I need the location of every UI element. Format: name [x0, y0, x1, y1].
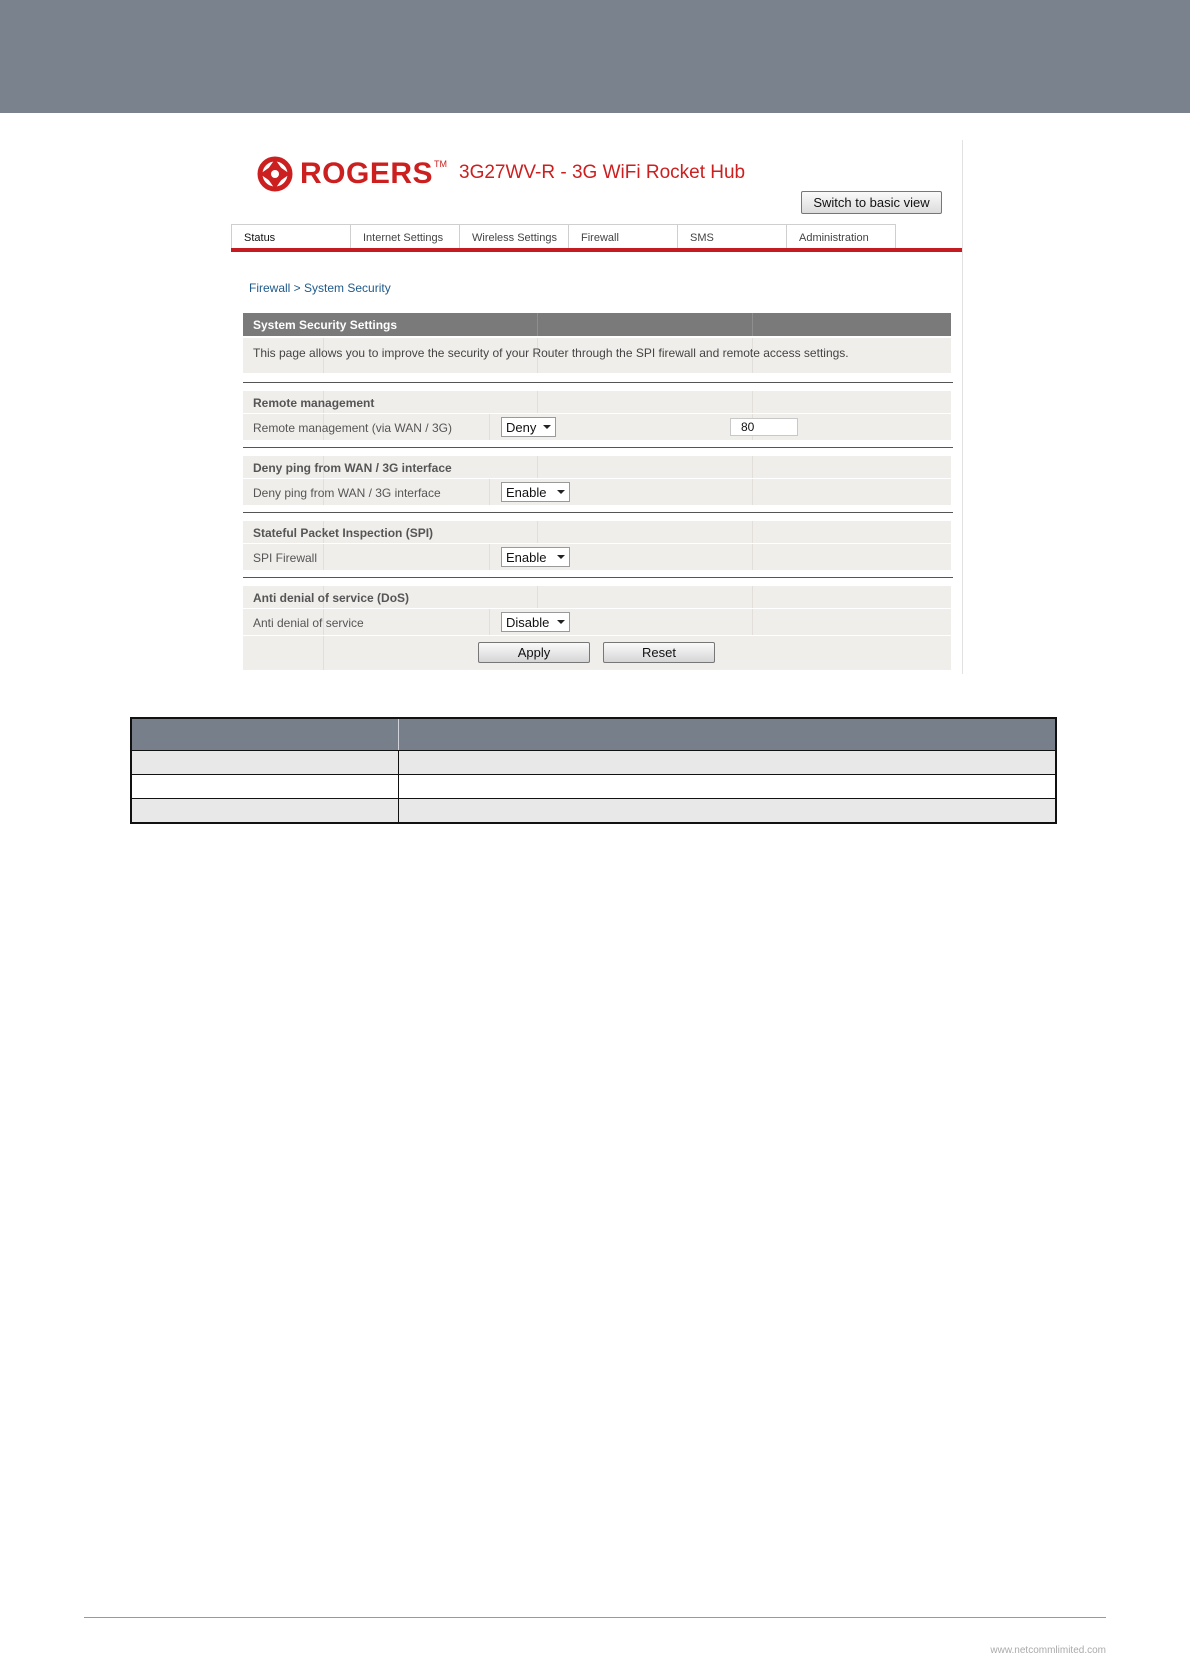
tab-status[interactable]: Status: [231, 224, 351, 248]
product-title: 3G27WV-R - 3G WiFi Rocket Hub: [459, 162, 746, 183]
spi-firewall-label: SPI Firewall: [253, 551, 318, 565]
deny-ping-heading: Deny ping from WAN / 3G interface: [243, 456, 951, 478]
remote-management-row: [243, 414, 951, 440]
brand-name: ROGERS: [300, 157, 434, 190]
tab-wireless-settings[interactable]: Wireless Settings: [459, 224, 569, 248]
header-column-divider: [398, 719, 399, 750]
form-actions: [243, 636, 951, 670]
dos-row: [243, 609, 951, 635]
dos-select[interactable]: Disable: [501, 612, 570, 632]
spi-row: [243, 544, 951, 570]
doc-table: [130, 717, 1057, 824]
dos-heading: Anti denial of service (DoS): [243, 586, 951, 608]
chevron-down-icon: [557, 490, 565, 494]
rogers-logo-icon: [257, 156, 293, 192]
trademark: TM: [434, 159, 448, 169]
breadcrumb[interactable]: Firewall > System Security: [249, 281, 391, 295]
chevron-down-icon: [543, 425, 551, 429]
description-text: This page allows you to improve the security of your Router through the SPI firewall and remote access settings.: [253, 346, 849, 360]
deny-ping-select[interactable]: Enable: [501, 482, 570, 502]
spi-firewall-select[interactable]: Enable: [501, 547, 570, 567]
settings-title: System Security Settings: [253, 318, 398, 332]
main-nav: [231, 224, 963, 252]
screenshot-edge: [962, 140, 963, 674]
nav-accent-bar: [231, 248, 963, 252]
section-divider: [243, 382, 953, 383]
rogers-logo: [257, 153, 447, 195]
section-divider: [243, 512, 953, 513]
remote-management-select[interactable]: Deny: [501, 417, 556, 437]
chevron-down-icon: [557, 620, 565, 624]
deny-ping-label: Deny ping from WAN / 3G interface: [253, 486, 441, 500]
dos-label: Anti denial of service: [253, 616, 364, 630]
tab-sms[interactable]: SMS: [677, 224, 787, 248]
chevron-down-icon: [557, 555, 565, 559]
remote-management-heading: Remote management: [243, 391, 951, 413]
tab-internet-settings[interactable]: Internet Settings: [350, 224, 460, 248]
reset-button[interactable]: Reset: [603, 642, 715, 663]
spi-heading: Stateful Packet Inspection (SPI): [243, 521, 951, 543]
page-header-band: [0, 0, 1190, 113]
settings-description: [243, 338, 951, 373]
router-screenshot: [231, 140, 963, 674]
remote-port-input[interactable]: 80: [730, 418, 798, 436]
switch-basic-view-button[interactable]: Switch to basic view: [801, 191, 942, 214]
deny-ping-row: [243, 479, 951, 505]
tab-administration[interactable]: Administration: [786, 224, 896, 248]
remote-management-label: Remote management (via WAN / 3G): [253, 421, 452, 435]
settings-header: [243, 313, 951, 336]
apply-button[interactable]: Apply: [478, 642, 590, 663]
table-row: [132, 774, 1055, 798]
section-divider: [243, 447, 953, 448]
table-row: [132, 798, 1055, 822]
footer-url: www.netcommlimited.com: [990, 1645, 1106, 1656]
tab-firewall[interactable]: Firewall: [568, 224, 678, 248]
footer-rule: [84, 1617, 1106, 1618]
table-row: [132, 750, 1055, 774]
section-divider: [243, 577, 953, 578]
doc-table-header: [132, 719, 1055, 750]
